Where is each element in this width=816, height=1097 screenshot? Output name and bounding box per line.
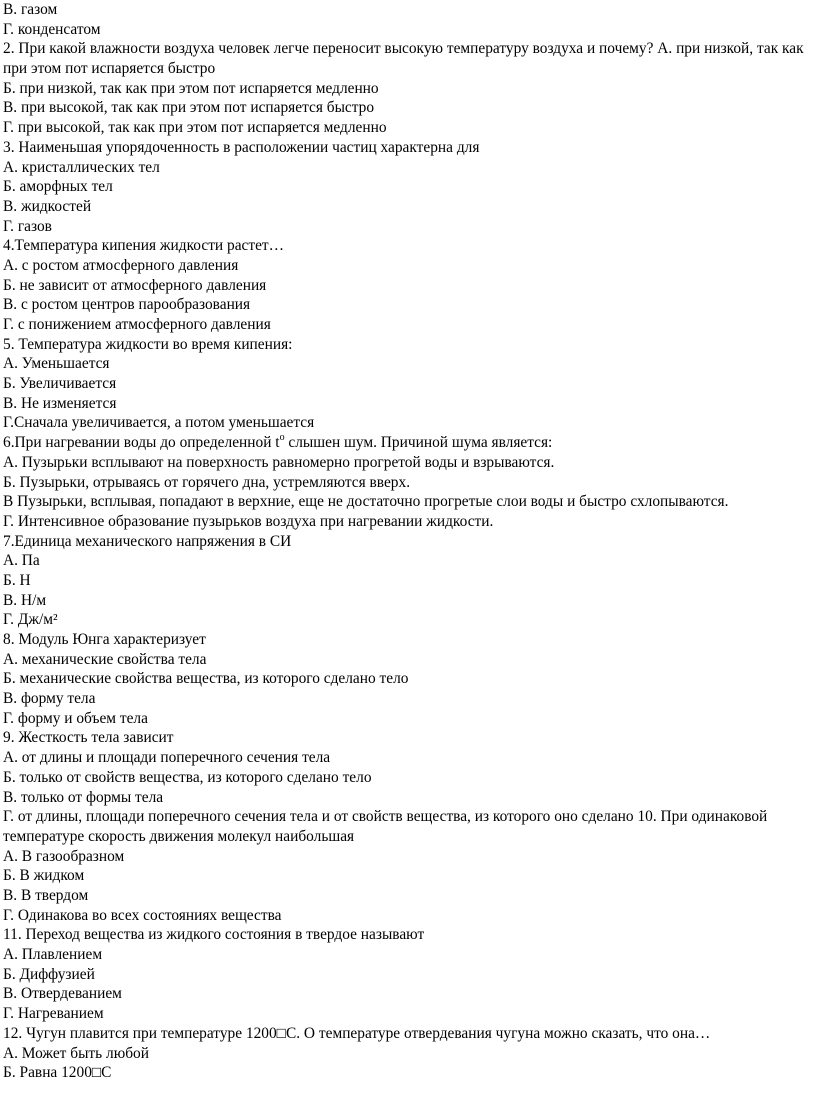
text-line — [3, 236, 813, 256]
line-text: В. газом — [3, 1, 58, 18]
text-line — [3, 197, 813, 217]
line-text: 3. Наименьшая упорядоченность в расположении частиц характерна для — [3, 138, 480, 156]
text-line — [3, 1024, 813, 1044]
text-line — [3, 413, 813, 433]
line-text: А. Плавлением — [3, 946, 103, 964]
text-line — [3, 177, 813, 197]
line-text: Г. газов — [3, 217, 52, 235]
line-text: Б. механические свойства вещества, из которого сделано тело — [3, 670, 409, 688]
text-line — [3, 551, 813, 571]
text-line — [3, 650, 813, 670]
line-text: Б. не зависит от атмосферного давления — [3, 276, 267, 294]
text-line — [3, 945, 813, 965]
text-line — [3, 728, 813, 748]
line-text: Г. конденсатом — [3, 20, 101, 38]
line-text: А. В газообразном — [3, 847, 125, 865]
degree-superscript: o — [279, 432, 285, 444]
line-text: Г. форму и объем тела — [3, 709, 148, 727]
line-text: 11. Переход вещества из жидкого состояния в твердое называют — [3, 926, 425, 944]
line-text: В. с ростом центров парообразования — [3, 296, 251, 314]
text-line — [3, 925, 813, 945]
line-text: Г.Сначала увеличивается, а потом уменьшается — [3, 414, 315, 432]
text-line — [3, 965, 813, 985]
line-text: А. от длины и площади поперечного сечения тела — [3, 749, 331, 767]
text-line — [3, 610, 813, 630]
text-line — [3, 315, 813, 335]
document-page — [3, 0, 813, 1083]
text-line — [3, 118, 813, 138]
line-text: В. жидкостей — [3, 197, 92, 215]
line-text: 12. Чугун плавится при температуре 1200□С. О температуре отвердевания чугуна можно сказать, что она… — [3, 1024, 711, 1042]
line-text: Г. Дж/м² — [3, 611, 58, 629]
text-line — [3, 276, 813, 296]
line-text: В. при высокой, так как при этом пот испаряется быстро — [3, 99, 375, 117]
line-text: Б. В жидком — [3, 867, 85, 885]
line-text: А. с ростом атмосферного давления — [3, 256, 239, 274]
line-text: Г. с понижением атмосферного давления — [3, 316, 271, 334]
text-line — [3, 669, 813, 689]
line-text: 4.Температура кипения жидкости растет… — [3, 237, 285, 255]
text-line — [3, 256, 813, 276]
text-line — [3, 394, 813, 414]
line-text: Б. Равна 1200□С — [3, 1064, 112, 1082]
text-line — [3, 79, 813, 99]
text-line — [3, 433, 813, 453]
line-text: Г. Нагреванием — [3, 1005, 104, 1023]
line-text: 9. Жесткость тела зависит — [3, 729, 174, 747]
line-text: В. форму тела — [3, 690, 96, 708]
text-line — [3, 335, 813, 355]
text-line — [3, 630, 813, 650]
text-line — [3, 453, 813, 473]
text-line — [3, 886, 813, 906]
text-line — [3, 512, 813, 532]
text-line — [3, 768, 813, 788]
text-line — [3, 354, 813, 374]
line-text: 6.При нагревании воды до определенной t — [3, 434, 280, 452]
line-text: А. кристаллических тел — [3, 158, 160, 176]
text-line — [3, 866, 813, 886]
line-text: Г. от длины, площади поперечного сечения тела и от свойств вещества, из которого оно сделано 10. При одинаковой температуре скорость движения молекул наибольшая — [3, 808, 768, 845]
text-line — [3, 39, 813, 78]
line-text: В Пузырьки, всплывая, попадают в верхние, еще не достаточно прогретые слои воды и быстро схлопываются. — [3, 493, 729, 511]
line-text: Г. Интенсивное образование пузырьков воздуха при нагревании жидкости. — [3, 512, 494, 530]
text-line — [3, 0, 813, 20]
line-text: 2. При какой влажности воздуха человек легче переносит высокую температуру воздуха и почему? А. при низкой, так как при этом пот испаряется быстро — [3, 40, 804, 78]
text-line — [3, 591, 813, 611]
line-text: Б. Увеличивается — [3, 375, 117, 393]
text-line — [3, 906, 813, 926]
line-text: Б. только от свойств вещества, из которого сделано тело — [3, 768, 372, 786]
line-text: А. механические свойства тела — [3, 650, 207, 668]
line-text: 7.Единица механического напряжения в СИ — [3, 532, 292, 550]
text-line — [3, 571, 813, 591]
text-line — [3, 984, 813, 1004]
text-line — [3, 689, 813, 709]
line-text: А. Уменьшается — [3, 355, 110, 373]
line-text: В. только от формы тела — [3, 788, 164, 806]
line-text: А. Па — [3, 552, 40, 570]
line-text: В. Не изменяется — [3, 394, 117, 412]
line-text: Б. при низкой, так как при этом пот испаряется медленно — [3, 79, 379, 97]
text-line — [3, 847, 813, 867]
text-line — [3, 1044, 813, 1064]
line-text: 8. Модуль Юнга характеризует — [3, 631, 206, 649]
text-line — [3, 217, 813, 237]
text-line — [3, 788, 813, 808]
text-line — [3, 709, 813, 729]
text-line — [3, 20, 813, 40]
text-line — [3, 807, 813, 846]
line-text: А. Может быть любой — [3, 1044, 149, 1062]
text-line — [3, 295, 813, 315]
line-text: Б. Н — [3, 571, 31, 589]
text-line — [3, 748, 813, 768]
line-text-continuation: слышен шум. Причиной шума является: — [284, 434, 553, 452]
line-text: В. Отвердеванием — [3, 985, 122, 1003]
line-text: Б. Диффузией — [3, 965, 95, 983]
line-text: В. В твердом — [3, 887, 89, 904]
text-line — [3, 374, 813, 394]
line-text: Б. аморфных тел — [3, 178, 113, 196]
line-text: 5. Температура жидкости во время кипения: — [3, 335, 293, 353]
line-text: А. Пузырьки всплывают на поверхность равномерно прогретой воды и взрываются. — [3, 453, 555, 471]
line-text: Б. Пузырьки, отрываясь от горячего дна, устремляются вверх. — [3, 473, 411, 491]
text-line — [3, 158, 813, 178]
text-line — [3, 1063, 813, 1083]
text-line — [3, 532, 813, 552]
line-text: Г. Одинакова во всех состояниях вещества — [3, 906, 282, 924]
text-line — [3, 98, 813, 118]
text-line — [3, 492, 813, 512]
text-line — [3, 473, 813, 493]
text-line — [3, 1004, 813, 1024]
line-text: В. Н/м — [3, 591, 47, 609]
line-text: Г. при высокой, так как при этом пот испаряется медленно — [3, 119, 387, 137]
text-line — [3, 138, 813, 158]
